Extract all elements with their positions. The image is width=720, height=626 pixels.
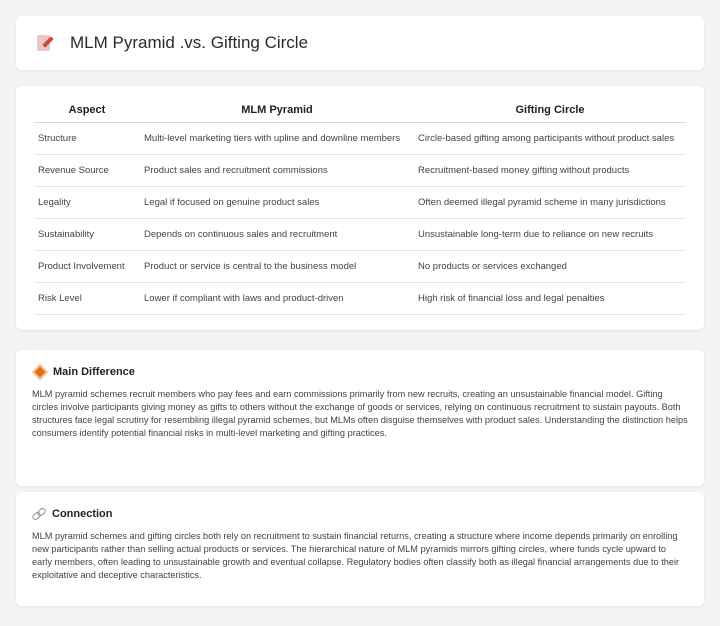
title-card	[16, 16, 704, 70]
table-cell: Circle-based gifting among participants without product sales	[414, 123, 686, 155]
main-difference-card	[16, 350, 704, 486]
table-cell: Product sales and recruitment commissions	[140, 155, 414, 187]
connection-body: MLM pyramid schemes and gifting circles both rely on recruitment to sustain financial returns, creating a structure where income depends primarily on enrolling new participants rather than selling actual products or services. The hierarchical nature of MLM pyramids mirrors gifting circles, where funds cycle upward to early members, often leading to unsustainable growth and eventual collapse. Regulatory bodies often classify both as illegal financial arrangements due to their exploitative and deceptive characteristics.	[32, 531, 680, 580]
table-row	[34, 187, 686, 219]
page-title: MLM Pyramid .vs. Gifting Circle	[70, 33, 309, 52]
comparison-table-card	[16, 86, 704, 330]
table-cell: Multi-level marketing tiers with upline and downline members	[140, 123, 414, 155]
table-cell: Revenue Source	[34, 155, 140, 187]
diamond-icon	[34, 366, 45, 377]
table-cell: Often deemed illegal pyramid scheme in many jurisdictions	[414, 187, 686, 219]
column-header-mlm-pyramid: MLM Pyramid	[140, 100, 414, 123]
table-cell: Product Involvement	[34, 251, 140, 283]
link-icon	[32, 509, 46, 519]
table-cell: Depends on continuous sales and recruitment	[140, 219, 414, 251]
table-row	[34, 251, 686, 283]
table-cell: Legality	[34, 187, 140, 219]
main-difference-body: MLM pyramid schemes recruit members who pay fees and earn commissions primarily from new recruits, creating an unsustainable financial model. Gifting circles involve participants giving money as gifts to others without the exchange of goods or services, relying on continuous recruitment to sustain payouts. Both structures face legal scrutiny for resembling illegal pyramid schemes, but MLMs often disguise themselves with product sales. Understanding the distinction helps consumers identify potential financial risks in multi-level marketing and gifting practices.	[32, 389, 688, 438]
table-cell: Structure	[34, 123, 140, 155]
main-difference-header	[32, 366, 688, 378]
table-cell: Legal if focused on genuine product sales	[140, 187, 414, 219]
table-cell: High risk of financial loss and legal penalties	[414, 283, 686, 315]
table-cell: Risk Level	[34, 283, 140, 315]
table-cell: Lower if compliant with laws and product-driven	[140, 283, 414, 315]
connection-card	[16, 492, 704, 606]
table-header-row	[34, 100, 686, 123]
table-row	[34, 283, 686, 315]
table-row	[34, 155, 686, 187]
table-row	[34, 219, 686, 251]
table-cell: Sustainability	[34, 219, 140, 251]
connection-title: Connection	[52, 508, 113, 520]
comparison-table	[34, 100, 686, 315]
table-cell: Recruitment-based money gifting without products	[414, 155, 686, 187]
column-header-gifting-circle: Gifting Circle	[414, 100, 686, 123]
table-cell: Unsustainable long-term due to reliance on new recruits	[414, 219, 686, 251]
table-cell: Product or service is central to the business model	[140, 251, 414, 283]
column-header-aspect: Aspect	[34, 100, 140, 123]
main-difference-title: Main Difference	[53, 366, 135, 378]
document-edit-icon	[34, 32, 56, 54]
table-cell: No products or services exchanged	[414, 251, 686, 283]
connection-header	[32, 508, 688, 520]
table-row	[34, 123, 686, 155]
